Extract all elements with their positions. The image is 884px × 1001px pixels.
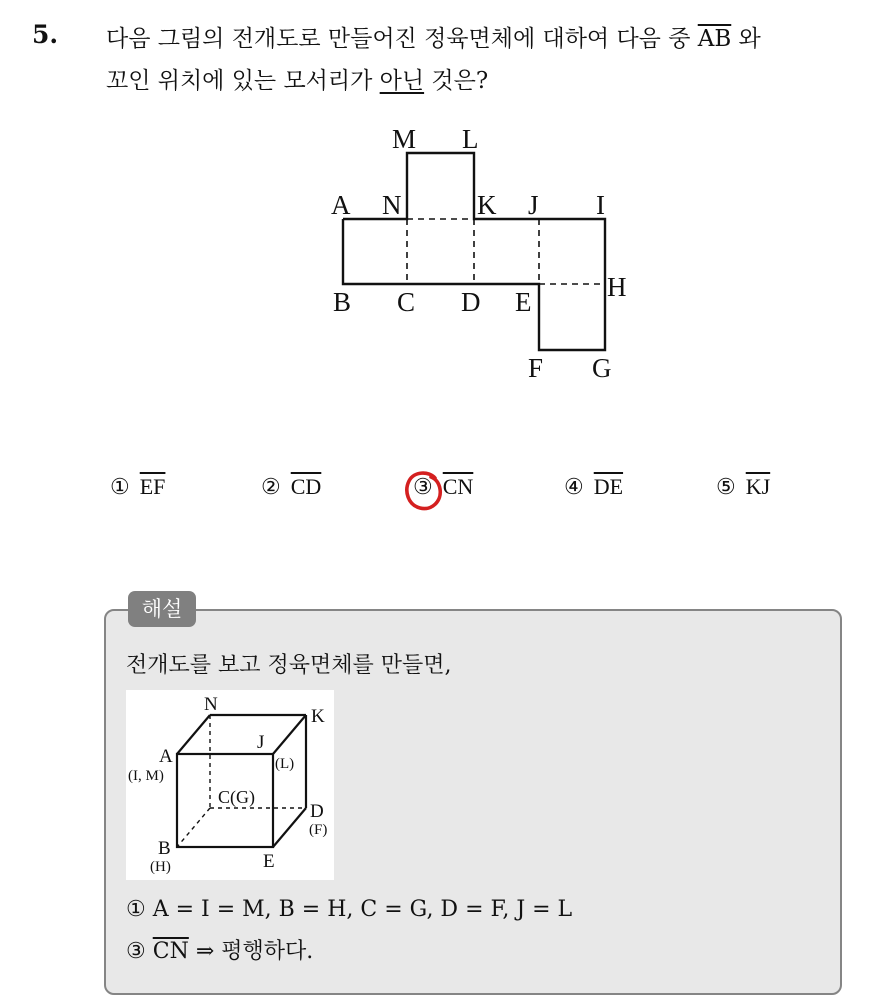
choice-1[interactable] [110, 474, 165, 500]
net-outline [343, 153, 605, 350]
cube-label-f: (F) [309, 822, 328, 838]
choice-segment: $\overline{KJ}$ [745, 474, 771, 499]
cube-hidden-edges [177, 715, 306, 847]
question-text-part: 꼬인 위치에 있는 모서리가 [106, 68, 380, 94]
cube-label-i-m: (I, M) [128, 768, 164, 784]
cube-edge [273, 808, 306, 847]
question-text-part: 와 [731, 26, 761, 52]
choice-4[interactable] [564, 474, 623, 500]
cube-label-d: D [310, 801, 324, 822]
explanation-line2-text: ⇒ 평행하다. [188, 939, 314, 964]
explanation-tag: 해설 [128, 591, 196, 627]
net-label-a: A [331, 190, 351, 220]
hidden-edge [177, 808, 210, 847]
cube-label-k: K [311, 706, 325, 727]
choice-segment: $\overline{CD}$ [290, 474, 322, 499]
choice-number: ③ [413, 474, 433, 499]
question-number: 5. [32, 20, 59, 49]
net-label-c: C [397, 287, 416, 317]
choice-2[interactable] [261, 474, 321, 500]
choice-number: ① [110, 474, 130, 499]
choice-5[interactable] [716, 474, 770, 500]
answer-mark-circle [402, 467, 446, 515]
cube-edge [273, 715, 306, 754]
cube-label-c-g: C(G) [218, 787, 255, 807]
explanation-line2 [126, 934, 313, 965]
explanation-segment-cn: $\overline{CN}$ [152, 939, 189, 964]
question-text-part: 것은? [424, 68, 489, 94]
cube-label-n: N [204, 694, 218, 715]
cube-label-b: B [158, 838, 171, 859]
cube-net-diagram [0, 0, 884, 400]
choice-segment: $\overline{DE}$ [593, 474, 624, 499]
choice-number: ④ [564, 474, 584, 499]
net-label-k: K [477, 190, 497, 220]
net-fold-lines [407, 219, 605, 284]
net-label-b: B [333, 287, 352, 317]
net-label-i: I [596, 190, 605, 220]
net-solid-edges [343, 153, 605, 350]
choice-number: ⑤ [716, 474, 736, 499]
choice-segment: $\overline{CN}$ [442, 474, 474, 499]
explanation-intro: 전개도를 보고 정육면체를 만들면, [126, 653, 452, 678]
segment-ab: $\overline{AB}$ [697, 26, 732, 52]
red-circle-stroke [407, 473, 440, 508]
cube-label-h: (H) [150, 859, 171, 875]
cube-label-l: (L) [275, 756, 295, 772]
net-label-n: N [382, 190, 402, 220]
cube-label-e: E [263, 851, 275, 872]
cube-edge [177, 715, 210, 754]
net-label-j: J [528, 190, 539, 220]
net-label-e: E [515, 287, 532, 317]
choice-number: ② [261, 474, 281, 499]
cube-label-a: A [159, 746, 173, 767]
net-label-g: G [592, 353, 612, 383]
explanation-line2-number: ③ [126, 939, 146, 964]
cube-label-j: J [257, 732, 265, 753]
choice-segment: $\overline{EF}$ [139, 474, 166, 499]
net-label-f: F [528, 353, 544, 383]
cube-diagram [126, 690, 334, 880]
question-text-part: 다음 그림의 전개도로 만들어진 정육면체에 대하여 다음 중 [106, 26, 698, 52]
explanation-line1: ① A = I = M, B = H, C = G, D = F, J = L [126, 897, 573, 922]
net-label-h: H [607, 272, 627, 302]
net-label-m: M [392, 124, 417, 154]
cube-solid-edges [177, 715, 306, 847]
net-label-d: D [461, 287, 481, 317]
underlined-word: 아닌 [379, 68, 425, 94]
cube-figure-panel [126, 690, 334, 880]
net-label-l: L [462, 124, 479, 154]
